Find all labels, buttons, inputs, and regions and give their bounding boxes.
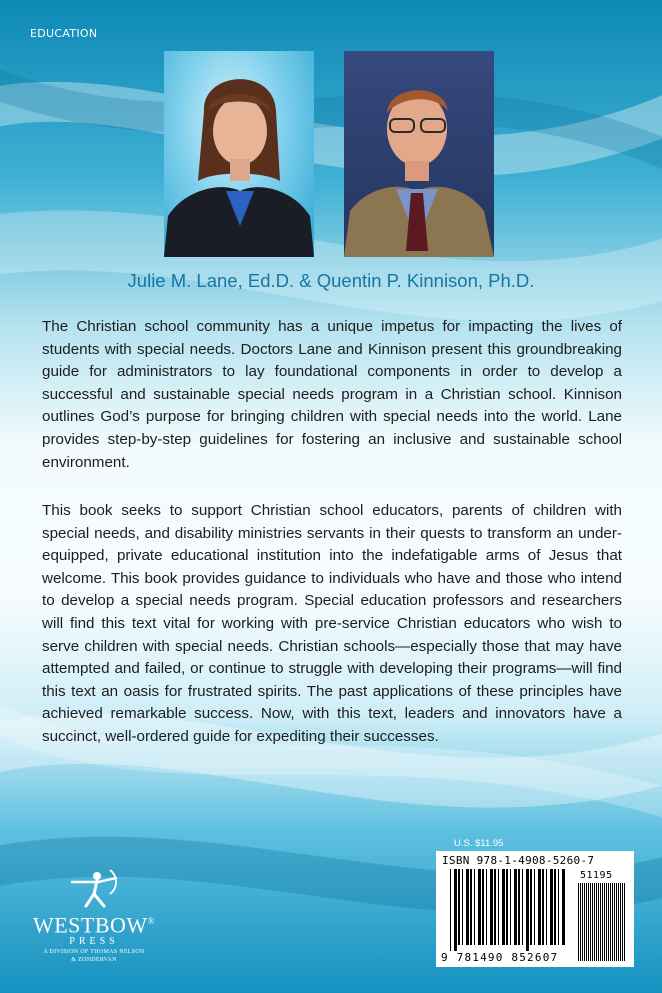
author-photo-julie-lane	[164, 51, 314, 257]
category-label: EDUCATION	[30, 27, 98, 40]
author-photo-quentin-kinnison	[344, 51, 494, 257]
author-names: Julie M. Lane, Ed.D. & Quentin P. Kinnison, Ph.D.	[127, 270, 535, 291]
description-paragraph-2: This book seeks to support Christian school educators, parents of children with special needs, and disability ministries servants in their quests to transform an under-equipped, private educational institution into the indefatigable arms of Jesus that welcome. This book provides guidance to individuals who have and those who intend to develop a special needs program. Special education professors and researchers will find this text vital for working with pre-service Christian educators who wish to serve children with special needs. Christian schools—especially those that may have attempted and failed, or continue to struggle with developing their programs—will find this text an oasis for frustrated spirits. The past applications of these principles have achieved remarkable success. Now, with this text, leaders and innovators have a succinct, well-ordered guide for expediting their successes.	[42, 502, 622, 745]
publisher-division-line-1: A DIVISION OF THOMAS NELSON	[43, 949, 145, 956]
publisher-division-line-2: & ZONDERVAN	[71, 957, 117, 964]
isbn-barcode	[436, 851, 634, 967]
barcode-bars	[436, 851, 634, 967]
description-paragraph-1: The Christian school community has a unique impetus for impacting the lives of students with special needs. Doctors Lane and Kinnison present this groundbreaking guide for administrators to lay foundational components in order to develop a successful and sustainable special needs program in a Christian school. Kinnison outlines God’s purpose for bringing children with special needs into the world. Lane provides step-by-step guidelines for fostering an inclusive and sustainable school environment.	[42, 318, 622, 471]
isbn-number: ISBN 978-1-4908-5260-7	[442, 854, 595, 867]
publisher-name: WESTBOW®	[32, 912, 156, 938]
publisher-press: PRESS	[69, 936, 119, 948]
barcode-addon-number: 51195	[580, 870, 613, 881]
archer-figure-icon	[64, 868, 124, 908]
publisher-logo	[24, 868, 164, 968]
price-label: U.S. $11.95	[454, 838, 504, 849]
ean-number: 9 781490 852607	[441, 951, 559, 964]
